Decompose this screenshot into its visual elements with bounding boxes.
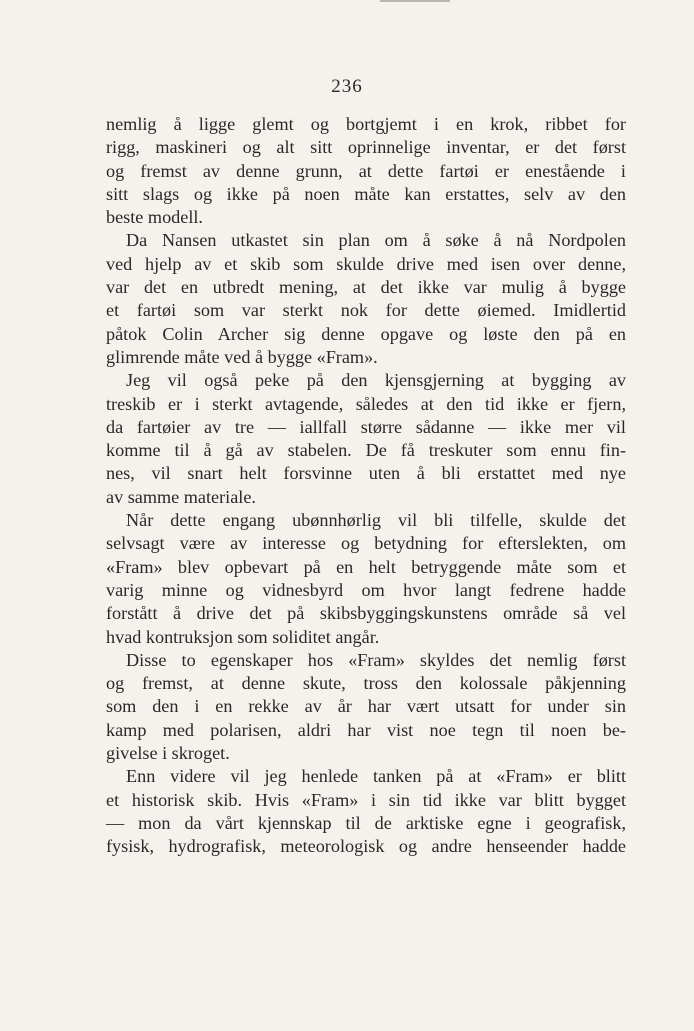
text-line: et fartøi som var sterkt nok for dette øiemed. Imidlertid — [106, 300, 626, 321]
text-line: komme til å gå av stabelen. De få treskuter som ennu fin- — [106, 440, 626, 461]
body-text — [106, 113, 626, 859]
text-line: Disse to egenskaper hos «Fram» skyldes det nemlig først — [126, 649, 626, 670]
text-line: var det en utbredt mening, at det ikke var mulig å bygge — [106, 277, 626, 298]
text-line: givelse i skroget. — [106, 743, 230, 764]
text-line: Enn videre vil jeg henlede tanken på at «Fram» er blitt — [126, 766, 626, 787]
text-line: glimrende måte ved å bygge «Fram». — [106, 346, 378, 367]
page-number: 236 — [331, 76, 363, 97]
text-line: varig minne og vidnesbyrd om hvor langt fedrene hadde — [106, 579, 626, 600]
text-line: rigg, maskineri og alt sitt oprinnelige inventar, er det først — [106, 137, 626, 158]
text-line: hvad kontruksjon som soliditet angår. — [106, 626, 380, 647]
text-line: av samme materiale. — [106, 486, 256, 507]
text-line: sitt slags og ikke på noen måte kan erstattes, selv av den — [106, 183, 626, 204]
text-line: og fremst av denne grunn, at dette fartøi er enestående i — [106, 160, 626, 181]
text-line: selvsagt være av interesse og betydning for efterslekten, om — [106, 533, 626, 554]
text-line: ved hjelp av et skib som skulde drive med isen over denne, — [106, 253, 626, 274]
text-line: og fremst, at denne skute, tross den kolossale påkjenning — [106, 673, 626, 694]
text-line: nemlig å ligge glemt og bortgjemt i en krok, ribbet for — [106, 114, 626, 134]
text-line: forstått å drive det på skibsbyggingskunstens område så vel — [106, 603, 626, 624]
text-line: kamp med polarisen, aldri har vist noe tegn til noen be- — [106, 719, 626, 740]
text-line: påtok Colin Archer sig denne opgave og løste den på en — [106, 323, 626, 344]
text-line: «Fram» blev opbevart på en helt betryggende måte som et — [106, 556, 626, 577]
text-line: beste modell. — [106, 207, 203, 228]
text-line: treskib er i sterkt avtagende, således at den tid ikke er fjern, — [106, 393, 626, 414]
text-line: Da Nansen utkastet sin plan om å søke å nå Nordpolen — [126, 230, 626, 251]
text-line: — mon da vårt kjennskap til de arktiske egne i geografisk, — [106, 812, 626, 833]
text-line: da fartøier av tre — iallfall større sådanne — ikke mer vil — [106, 416, 626, 437]
text-line: nes, vil snart helt forsvinne uten å bli erstattet med nye — [106, 463, 626, 484]
text-line: som den i en rekke av år har vært utsatt for under sin — [106, 696, 626, 717]
text-line: et historisk skib. Hvis «Fram» i sin tid ikke var blitt bygget — [106, 789, 626, 810]
text-line: Jeg vil også peke på den kjensgjerning at bygging av — [126, 370, 626, 391]
text-line: fysisk, hydrografisk, meteorologisk og andre henseender hadde — [106, 836, 626, 857]
text-line: Når dette engang ubønnhørlig vil bli tilfelle, skulde det — [126, 510, 626, 531]
page-top-edge-mark — [380, 0, 450, 2]
